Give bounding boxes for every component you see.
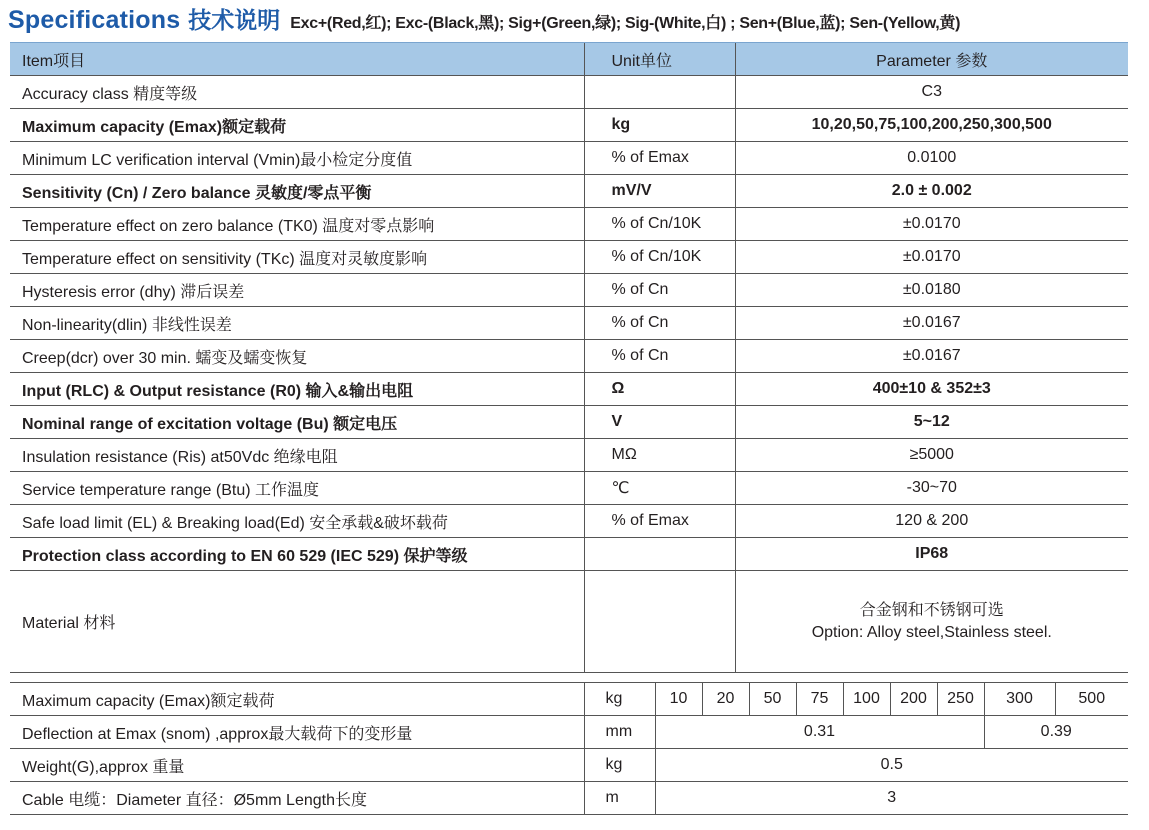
spec-row-tk0 [10, 208, 1128, 241]
spec-unit [584, 76, 735, 109]
capacity-value: 300 [984, 683, 1055, 716]
spec-item: Protection class according to EN 60 529 (IEC 529) 保护等级 [10, 538, 584, 571]
spec-item: Maximum capacity (Emax)额定载荷 [10, 109, 584, 142]
deflection-label: Deflection at Emax (snom) ,approx最大载荷下的变形量 [10, 716, 584, 749]
spec-unit [584, 571, 735, 673]
spec-value: 10,20,50,75,100,200,250,300,500 [735, 109, 1128, 142]
spec-value: 2.0 ± 0.002 [735, 175, 1128, 208]
spec-unit: ℃ [584, 472, 735, 505]
spec-value: ±0.0170 [735, 241, 1128, 274]
capacity-value: 100 [843, 683, 890, 716]
spec-item: Nominal range of excitation voltage (Bu) 额定电压 [10, 406, 584, 439]
material-chinese: 合金钢和不锈钢可选 [859, 601, 1004, 619]
deflection-value-low: 0.31 [655, 716, 984, 749]
spec-value: C3 [735, 76, 1128, 109]
spec-unit: % of Cn [584, 307, 735, 340]
spec-item: Sensitivity (Cn) / Zero balance 灵敏度/零点平衡 [10, 175, 584, 208]
deflection-row [10, 716, 1128, 749]
spec-item: Hysteresis error (dhy) 滞后误差 [10, 274, 584, 307]
spec-unit: % of Cn [584, 340, 735, 373]
cable-row [10, 782, 1128, 815]
spec-row-material [10, 571, 1128, 673]
wiring-color-code: Exc+(Red,红); Exc-(Black,黑); Sig+(Green,绿); Sig-(White,白) ; Sen+(Blue,蓝); Sen-(Yellow,黄) [290, 15, 961, 32]
spec-item: Safe load limit (EL) & Breaking load(Ed) 安全承载&破坏载荷 [10, 505, 584, 538]
spec-unit: V [584, 406, 735, 439]
capacity-value: 50 [749, 683, 796, 716]
capacity-table [10, 682, 1128, 815]
capacity-value: 250 [937, 683, 984, 716]
cable-unit: m [584, 782, 655, 815]
spec-value: ≥5000 [735, 439, 1128, 472]
spec-item: Material 材料 [10, 571, 584, 673]
spec-item: Creep(dcr) over 30 min. 蠕变及蠕变恢复 [10, 340, 584, 373]
weight-label: Weight(G),approx 重量 [10, 749, 584, 782]
title-english: Specifications [8, 6, 181, 34]
cable-label: Cable 电缆：Diameter 直径：Ø5mm Length长度 [10, 782, 584, 815]
spec-value: 0.0100 [735, 142, 1128, 175]
spec-header-row [10, 43, 1128, 76]
material-english: Option: Alloy steel,Stainless steel. [811, 623, 1052, 641]
spec-item: Insulation resistance (Ris) at50Vdc 绝缘电阻 [10, 439, 584, 472]
spec-row-creep [10, 340, 1128, 373]
spec-value: -30~70 [735, 472, 1128, 505]
spec-row-insulation [10, 439, 1128, 472]
capacity-label: Maximum capacity (Emax)额定载荷 [10, 683, 584, 716]
spec-value: ±0.0170 [735, 208, 1128, 241]
weight-row [10, 749, 1128, 782]
spec-value: IP68 [735, 538, 1128, 571]
spec-row-protection [10, 538, 1128, 571]
spec-value: 400±10 & 352±3 [735, 373, 1128, 406]
spec-value: 120 & 200 [735, 505, 1128, 538]
spec-row-nonlinearity [10, 307, 1128, 340]
spec-row-hysteresis [10, 274, 1128, 307]
weight-unit: kg [584, 749, 655, 782]
spec-item: Service temperature range (Btu) 工作温度 [10, 472, 584, 505]
capacity-row [10, 683, 1128, 716]
spec-item: Minimum LC verification interval (Vmin)最小检定分度值 [10, 142, 584, 175]
spec-unit: mV/V [584, 175, 735, 208]
capacity-unit: kg [584, 683, 655, 716]
capacity-value: 500 [1055, 683, 1128, 716]
spec-row-sensitivity [10, 175, 1128, 208]
spec-item: Non-linearity(dlin) 非线性误差 [10, 307, 584, 340]
spec-unit: % of Emax [584, 505, 735, 538]
spec-row-vmin [10, 142, 1128, 175]
spec-row-load-limit [10, 505, 1128, 538]
header-item: Item项目 [10, 43, 584, 76]
spec-unit: % of Cn/10K [584, 208, 735, 241]
spec-row-capacity [10, 109, 1128, 142]
spec-unit: % of Cn/10K [584, 241, 735, 274]
spec-unit: MΩ [584, 439, 735, 472]
spec-row-accuracy [10, 76, 1128, 109]
spec-item: Temperature effect on sensitivity (TKc) 温度对灵敏度影响 [10, 241, 584, 274]
spec-value: ±0.0167 [735, 340, 1128, 373]
spec-row-temperature [10, 472, 1128, 505]
spec-row-resistance [10, 373, 1128, 406]
header-unit: Unit单位 [584, 43, 735, 76]
page-title [8, 2, 960, 36]
capacity-value: 200 [890, 683, 937, 716]
spec-item: Input (RLC) & Output resistance (R0) 输入&输出电阻 [10, 373, 584, 406]
spec-unit: kg [584, 109, 735, 142]
weight-value: 0.5 [655, 749, 1128, 782]
cable-value: 3 [655, 782, 1128, 815]
spec-item: Accuracy class 精度等级 [10, 76, 584, 109]
spec-unit: % of Cn [584, 274, 735, 307]
spec-unit: Ω [584, 373, 735, 406]
capacity-value: 75 [796, 683, 843, 716]
capacity-value: 10 [655, 683, 702, 716]
spec-row-excitation [10, 406, 1128, 439]
spec-row-tkc [10, 241, 1128, 274]
spec-value: ±0.0180 [735, 274, 1128, 307]
spec-value [735, 571, 1128, 673]
spec-value: ±0.0167 [735, 307, 1128, 340]
title-chinese: 技术说明 [188, 7, 281, 33]
capacity-value: 20 [702, 683, 749, 716]
deflection-unit: mm [584, 716, 655, 749]
spec-item: Temperature effect on zero balance (TK0) 温度对零点影响 [10, 208, 584, 241]
spec-value: 5~12 [735, 406, 1128, 439]
spec-unit: % of Emax [584, 142, 735, 175]
deflection-value-high: 0.39 [984, 716, 1128, 749]
header-parameter: Parameter 参数 [735, 43, 1128, 76]
spec-unit [584, 538, 735, 571]
specification-table [10, 42, 1128, 673]
